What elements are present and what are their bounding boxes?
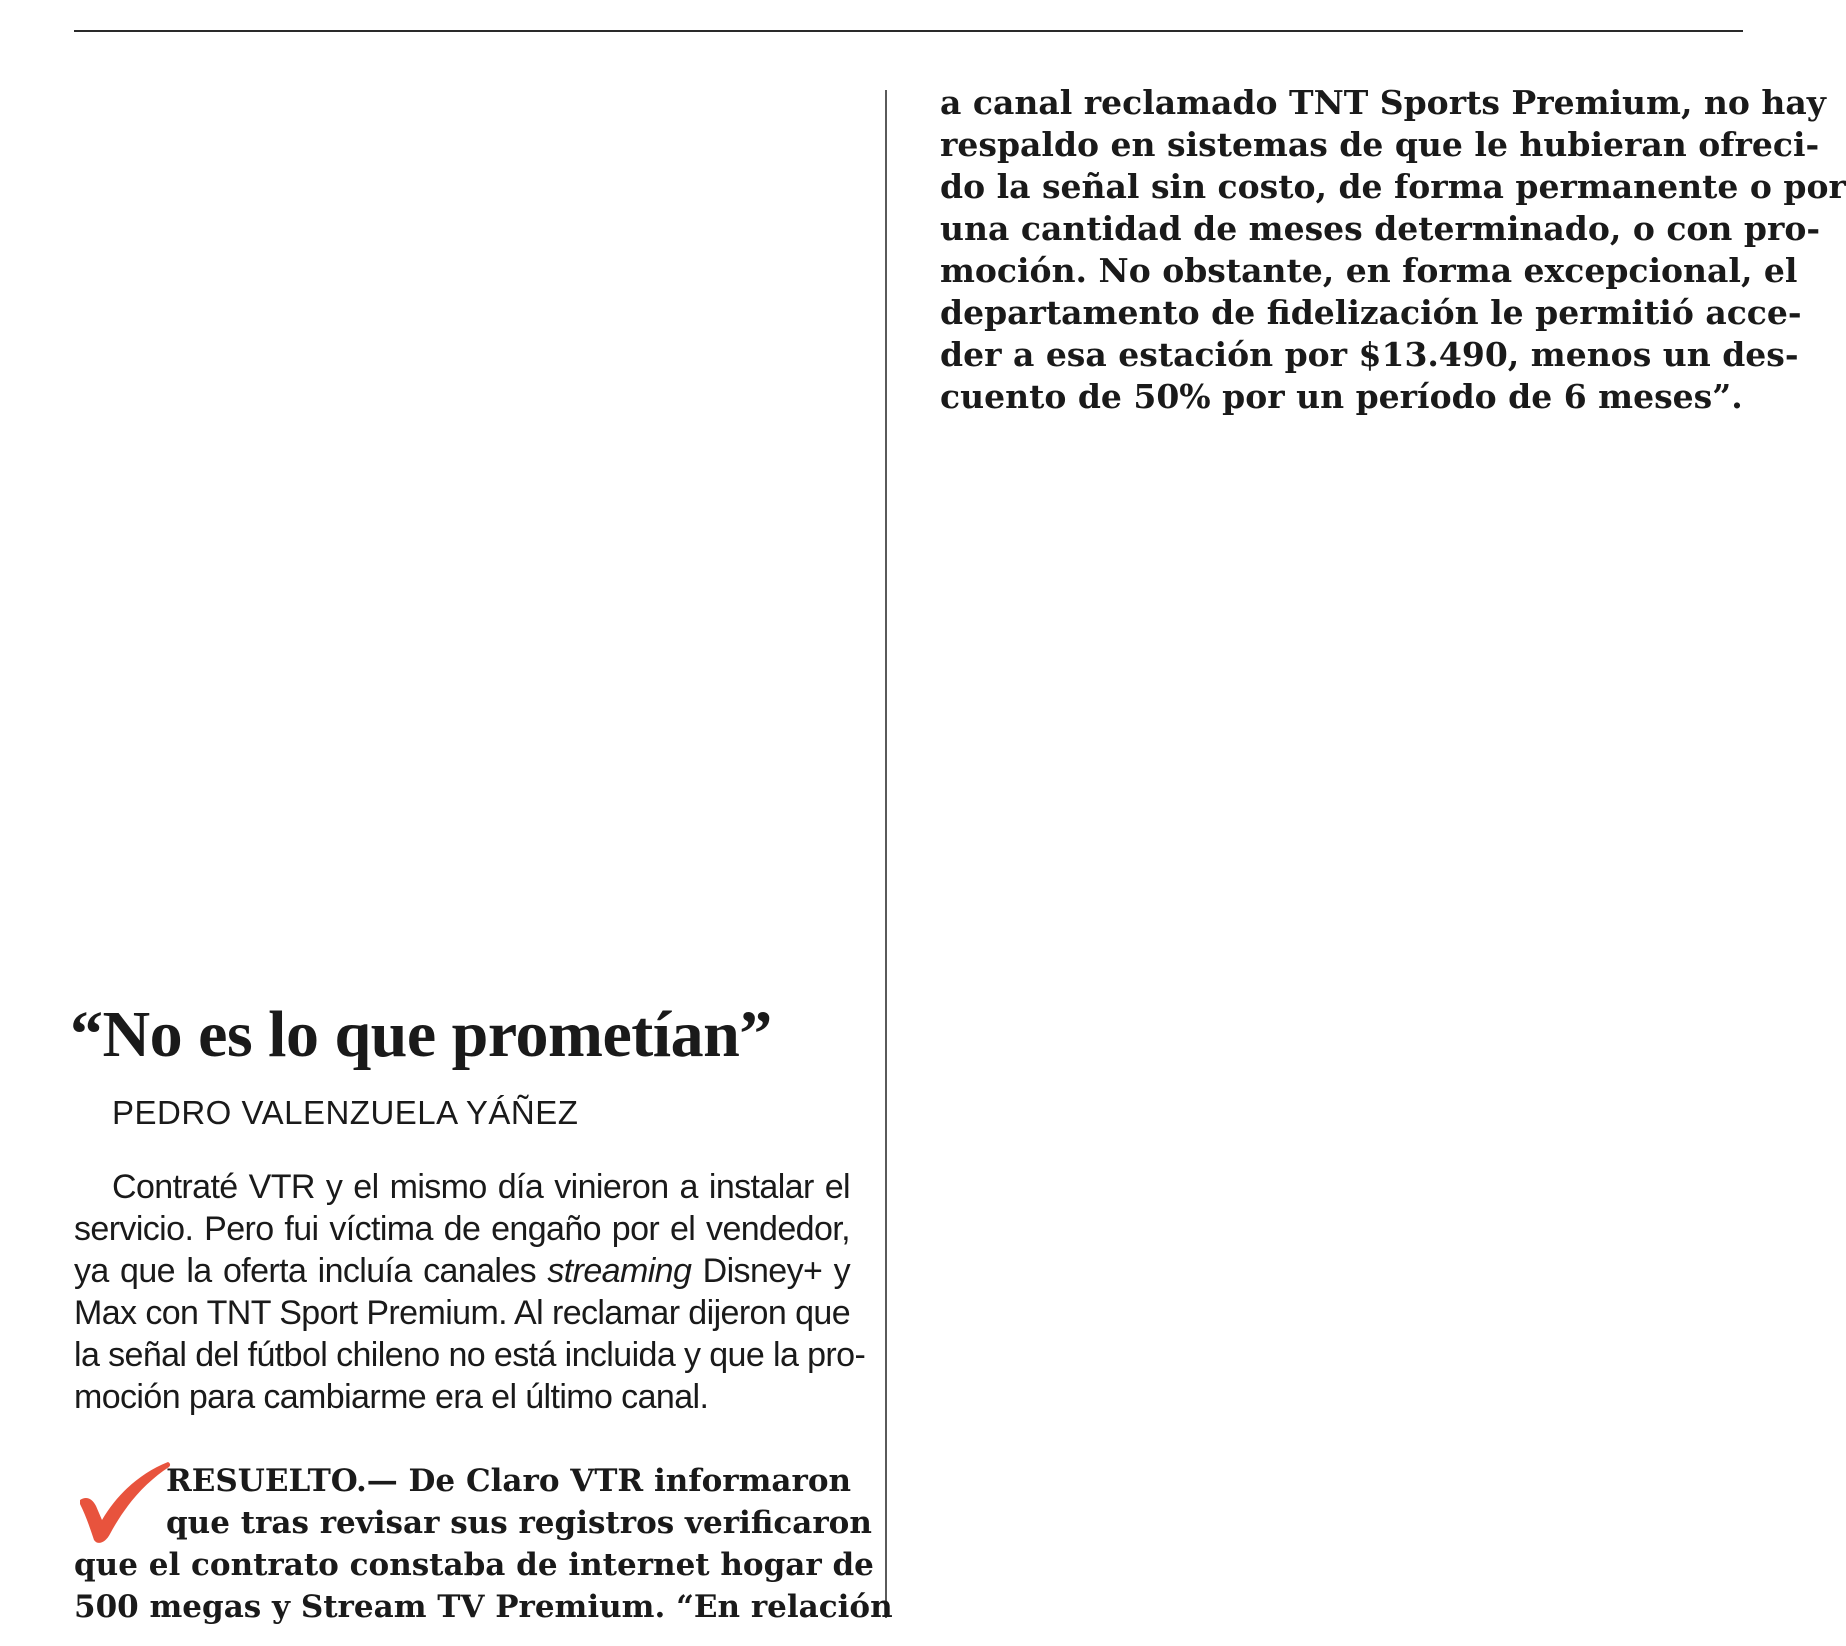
response-line: que tras revisar sus registros verificaron xyxy=(166,1505,872,1541)
continuation-line: una cantidad de meses determinado, o con pro- xyxy=(940,209,1821,248)
letter-line: Max con TNT Sport Premium. Al reclamar dijeron que xyxy=(74,1294,850,1332)
continuation-line: do la señal sin costo, de forma permanente o por xyxy=(940,167,1846,206)
continuation-line: departamento de fidelización le permitió acce- xyxy=(940,293,1802,332)
letter-italic-word: streaming xyxy=(547,1252,692,1290)
continuation-line: der a esa estación por $13.490, menos un des- xyxy=(940,335,1799,374)
response-continuation xyxy=(940,82,1846,418)
letter-text: ya que la oferta incluía canales xyxy=(74,1252,548,1290)
continuation-line: a canal reclamado TNT Sports Premium, no hay xyxy=(940,83,1826,122)
response-body xyxy=(74,1460,893,1628)
letter-line xyxy=(74,1250,850,1292)
response-line: que el contrato constaba de internet hogar de xyxy=(74,1547,874,1583)
column-divider xyxy=(885,90,887,1618)
byline: PEDRO VALENZUELA YÁÑEZ xyxy=(112,1094,579,1131)
letter-line: servicio. Pero fui víctima de engaño por el vendedor, xyxy=(74,1210,850,1248)
response-line: RESUELTO.— De Claro VTR informaron xyxy=(166,1463,852,1499)
letter-line: Contraté VTR y el mismo día vinieron a instalar el xyxy=(112,1168,850,1206)
continuation-line: respaldo en sistemas de que le hubieran ofreci- xyxy=(940,125,1820,164)
letter-text: Disney+ y xyxy=(691,1252,850,1290)
continuation-line: cuento de 50% por un período de 6 meses”. xyxy=(940,377,1743,416)
response-line: 500 megas y Stream TV Premium. “En relación xyxy=(74,1589,893,1625)
continuation-line: moción. No obstante, en forma excepcional, el xyxy=(940,251,1798,290)
headline: “No es lo que prometían” xyxy=(70,998,772,1071)
letter-line: moción para cambiarme era el último canal. xyxy=(74,1378,709,1416)
top-rule xyxy=(74,30,1743,32)
letter-body xyxy=(74,1166,866,1418)
letter-line: la señal del fútbol chileno no está incluida y que la pro- xyxy=(74,1336,866,1374)
